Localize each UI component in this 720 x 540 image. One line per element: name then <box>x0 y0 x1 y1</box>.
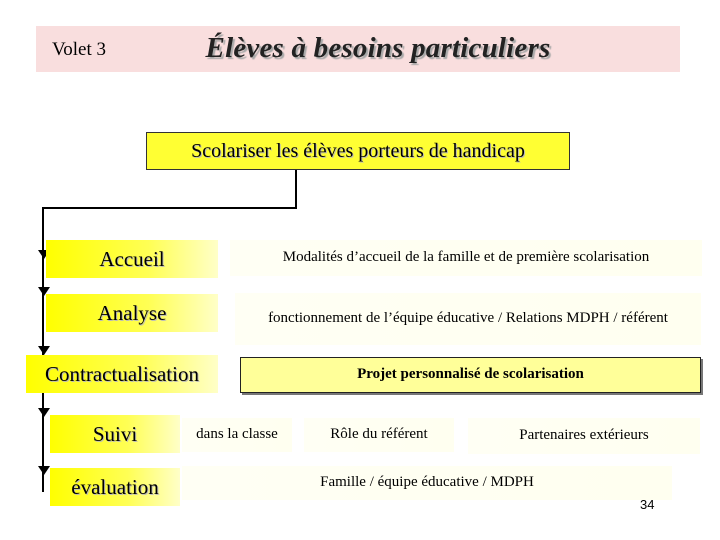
detail-role-referent: Rôle du référent <box>304 418 454 452</box>
step-suivi: Suivi <box>50 415 180 453</box>
step-evaluation: évaluation <box>50 468 180 506</box>
detail-accueil: Modalités d’accueil de la famille et de première scolarisation <box>230 240 702 276</box>
arrow-icon <box>38 408 50 417</box>
page-number: 34 <box>640 497 655 512</box>
arrow-icon <box>38 466 50 475</box>
detail-famille: Famille / équipe éducative / MDPH <box>182 466 672 500</box>
arrow-icon <box>38 346 50 355</box>
project-box: Projet personnalisé de scolarisation <box>240 357 701 393</box>
step-accueil: Accueil <box>46 240 218 278</box>
volet-label: Volet 3 <box>52 39 107 60</box>
detail-analyse: fonctionnement de l’équipe éducative / Relations MDPH / référent <box>235 293 701 345</box>
main-topic-box: Scolariser les élèves porteurs de handicap <box>146 132 570 170</box>
connector-line <box>42 207 297 209</box>
page-title: Élèves à besoins particuliers <box>205 32 551 64</box>
step-contractualisation: Contractualisation <box>26 355 218 393</box>
detail-classe: dans la classe <box>182 418 292 452</box>
connector-line <box>295 170 297 208</box>
detail-partenaires: Partenaires extérieurs <box>468 418 700 454</box>
step-analyse: Analyse <box>46 294 218 332</box>
